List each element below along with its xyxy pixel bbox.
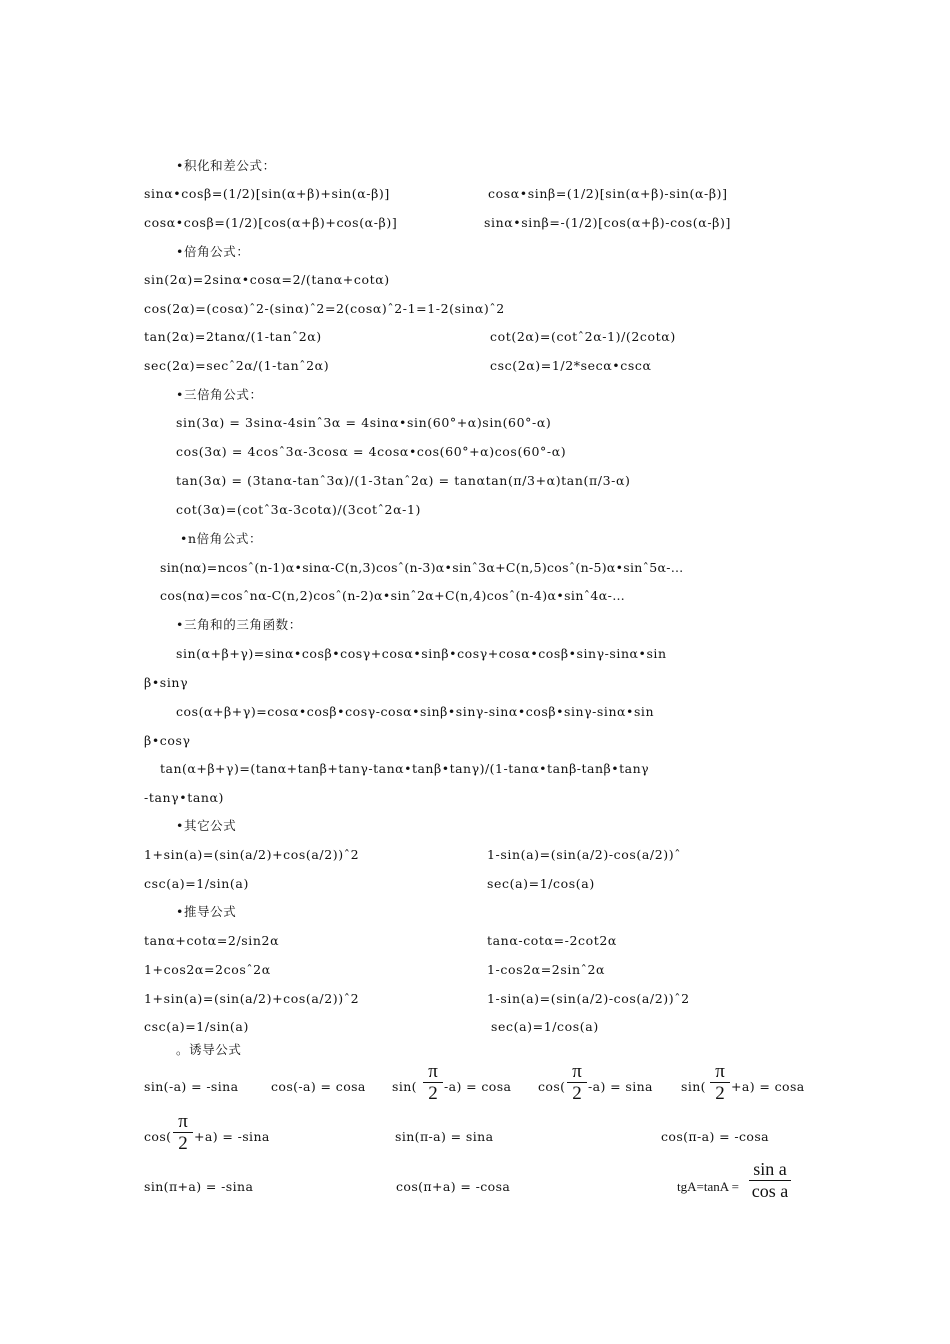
fraction-denominator: 2 [572, 1083, 582, 1104]
formula-line: 1+sin(a)=(sin(a/2)+cos(a/2))ˆ2 [144, 847, 360, 862]
formula-line: -a) = cosa [444, 1079, 512, 1094]
formula-line: 1+sin(a)=(sin(a/2)+cos(a/2))ˆ2 [144, 991, 360, 1006]
formula-line: sin(nα)=ncosˆ(n-1)α•sinα-C(n,3)cosˆ(n-3)α•sinˆ3α+C(n,5)cosˆ(n-5)α•sinˆ5α-… [160, 560, 684, 575]
formula-line: β•sinγ [144, 675, 189, 690]
section-heading-triple-angle: •三倍角公式： [176, 387, 263, 402]
formula-line: cot(2α)=(cotˆ2α-1)/(2cotα) [490, 329, 676, 344]
formula-line: sin( [392, 1079, 417, 1094]
section-heading-derived: •推导公式 [176, 904, 237, 919]
fraction-denominator: 2 [428, 1083, 438, 1104]
formula-line: sec(a)=1/cos(a) [491, 1019, 599, 1034]
formula-line: tanα-cotα=-2cot2α [487, 933, 617, 948]
formula-line: sec(a)=1/cos(a) [487, 876, 595, 891]
formula-line: sin( [681, 1079, 706, 1094]
formula-line: sinα•cosβ=(1/2)[sin(α+β)+sin(α-β)] [144, 186, 390, 201]
formula-line: tgA=tanA = [677, 1179, 739, 1194]
section-heading-double-angle: •倍角公式： [176, 244, 250, 259]
formula-line: sin(-a) = -sina [144, 1079, 239, 1094]
section-heading-three-angle-sum: •三角和的三角函数： [176, 617, 302, 632]
formula-line: cos(-a) = cosa [271, 1079, 366, 1094]
fraction-numerator: π [572, 1061, 582, 1082]
fraction-numerator: π [715, 1061, 725, 1082]
fraction-denominator: 2 [715, 1083, 725, 1104]
formula-line: sin(α+β+γ)=sinα•cosβ•cosγ+cosα•sinβ•cosγ+cosα•cosβ•sinγ-sinα•sin [176, 646, 667, 661]
fraction-denominator: 2 [178, 1133, 188, 1154]
fraction-numerator: π [428, 1061, 438, 1082]
section-heading-induction: 。诱导公式 [176, 1042, 242, 1057]
formula-line: cosα•sinβ=(1/2)[sin(α+β)-sin(α-β)] [488, 186, 728, 201]
formula-line: sin(π+a) = -sina [144, 1179, 254, 1194]
formula-line: -a) = sina [588, 1079, 653, 1094]
formula-line: β•cosγ [144, 733, 191, 748]
formula-line: 1-sin(a)=(sin(a/2)-cos(a/2))ˆ [487, 847, 682, 862]
fraction-pi-over-2 [567, 1061, 587, 1104]
formula-line: sec(2α)=secˆ2α/(1-tanˆ2α) [144, 358, 330, 373]
fraction-numerator: sin a [753, 1159, 787, 1179]
fraction-pi-over-2 [423, 1061, 443, 1104]
formula-line: csc(a)=1/sin(a) [144, 876, 249, 891]
formula-line: cos(nα)=cosˆnα-C(n,2)cosˆ(n-2)α•sinˆ2α+C(n,4)cosˆ(n-4)α•sinˆ4α-… [160, 588, 626, 603]
section-heading-n-angle: •n倍角公式： [180, 531, 263, 546]
fraction-pi-over-2 [173, 1111, 193, 1154]
formula-line: tan(2α)=2tanα/(1-tanˆ2α) [144, 329, 322, 344]
formula-line: +a) = -sina [194, 1129, 270, 1144]
section-heading-other: •其它公式 [176, 818, 237, 833]
formula-line: sin(π-a) = sina [395, 1129, 494, 1144]
formula-line: -tanγ•tanα) [144, 790, 225, 805]
formula-line: cos(3α) = 4cosˆ3α-3cosα = 4cosα•cos(60°+α)cos(60°-α) [176, 444, 567, 459]
formula-line: cos( [144, 1129, 172, 1144]
fraction-pi-over-2 [710, 1061, 730, 1104]
formula-line: cot(3α)=(cotˆ3α-3cotα)/(3cotˆ2α-1) [176, 502, 421, 517]
formula-line: sin(3α) = 3sinα-4sinˆ3α = 4sinα•sin(60°+α)sin(60°-α) [176, 415, 552, 430]
formula-line: sin(2α)=2sinα•cosα=2/(tanα+cotα) [144, 272, 390, 287]
section-heading-product-to-sum: •积化和差公式： [176, 158, 276, 173]
formula-line: tanα+cotα=2/sin2α [144, 933, 280, 948]
fraction-sin-over-cos [749, 1159, 791, 1202]
formula-line: csc(2α)=1/2*secα•cscα [490, 358, 652, 373]
fraction-numerator: π [178, 1111, 188, 1132]
formula-line: 1-cos2α=2sinˆ2α [487, 962, 606, 977]
fraction-denominator: cos a [751, 1181, 789, 1201]
formula-line: tan(α+β+γ)=(tanα+tanβ+tanγ-tanα•tanβ•tanγ)/(1-tanα•tanβ-tanβ•tanγ [160, 761, 650, 776]
formula-line: cos(π-a) = -cosa [661, 1129, 770, 1144]
formula-line: 1-sin(a)=(sin(a/2)-cos(a/2))ˆ2 [487, 991, 690, 1006]
formula-line: 1+cos2α=2cosˆ2α [144, 962, 271, 977]
formula-line: csc(a)=1/sin(a) [144, 1019, 249, 1034]
formula-line: sinα•sinβ=-(1/2)[cos(α+β)-cos(α-β)] [484, 215, 731, 230]
formula-line: cos(2α)=(cosα)ˆ2-(sinα)ˆ2=2(cosα)ˆ2-1=1-2(sinα)ˆ2 [144, 301, 505, 316]
formula-line: cos(α+β+γ)=cosα•cosβ•cosγ-cosα•sinβ•sinγ-sinα•cosβ•sinγ-sinα•sin [176, 704, 655, 719]
formula-line: cos( [538, 1079, 566, 1094]
formula-line: cos(π+a) = -cosa [396, 1179, 511, 1194]
formula-line: +a) = cosa [731, 1079, 805, 1094]
formula-line: cosα•cosβ=(1/2)[cos(α+β)+cos(α-β)] [144, 215, 398, 230]
formula-line: tan(3α) = (3tanα-tanˆ3α)/(1-3tanˆ2α) = tanαtan(π/3+α)tan(π/3-α) [176, 473, 631, 488]
